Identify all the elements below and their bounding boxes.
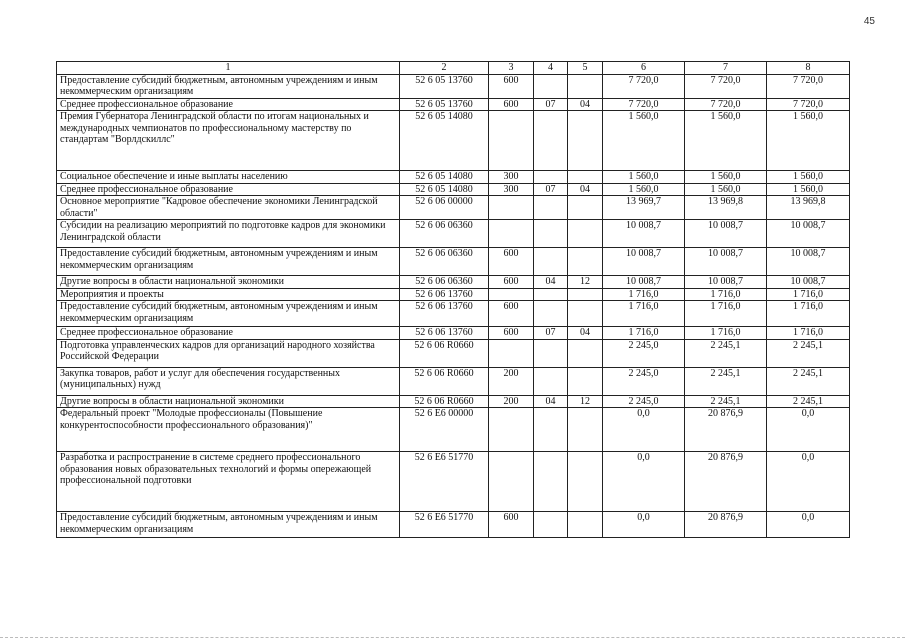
row-expense-type-cell: 200 [489,367,534,395]
row-name-cell: Предоставление субсидий бюджетным, автономным учреждениям и иным некоммерческим организациям [57,301,400,327]
row-amount-year3-cell: 2 245,1 [767,367,850,395]
row-amount-year1-cell: 1 716,0 [603,327,685,340]
row-amount-year1-cell: 2 245,0 [603,395,685,408]
row-amount-year1-cell: 1 716,0 [603,288,685,301]
row-amount-year1-cell: 1 560,0 [603,183,685,196]
row-amount-year1-cell: 0,0 [603,452,685,512]
row-subsection-cell [568,111,603,171]
header-row [57,62,850,75]
table-row [57,512,850,538]
row-section-cell: 07 [534,98,568,111]
row-section-cell [534,288,568,301]
row-name-cell: Закупка товаров, работ и услуг для обеспечения государственных (муниципальных) нужд [57,367,400,395]
row-target-code-cell: 52 6 Е6 51770 [400,512,489,538]
row-amount-year2-cell: 10 008,7 [685,248,767,276]
table-row [57,288,850,301]
table-row [57,196,850,220]
column-header: 1 [57,62,400,75]
row-amount-year2-cell: 2 245,1 [685,367,767,395]
row-subsection-cell [568,339,603,367]
row-name-cell: Среднее профессиональное образование [57,327,400,340]
row-target-code-cell: 52 6 06 00000 [400,196,489,220]
row-amount-year1-cell: 10 008,7 [603,276,685,289]
row-amount-year3-cell: 1 560,0 [767,171,850,184]
row-section-cell [534,74,568,98]
row-amount-year3-cell: 1 716,0 [767,288,850,301]
row-amount-year1-cell: 1 716,0 [603,301,685,327]
row-subsection-cell [568,171,603,184]
row-amount-year3-cell: 1 716,0 [767,301,850,327]
row-amount-year3-cell: 7 720,0 [767,74,850,98]
row-name-cell: Основное мероприятие "Кадровое обеспечение экономики Ленинградской области" [57,196,400,220]
row-expense-type-cell: 600 [489,512,534,538]
row-expense-type-cell: 600 [489,74,534,98]
row-section-cell [534,452,568,512]
table-row [57,111,850,171]
row-expense-type-cell [489,339,534,367]
row-subsection-cell [568,248,603,276]
row-target-code-cell: 52 6 05 14080 [400,111,489,171]
row-expense-type-cell: 300 [489,183,534,196]
row-subsection-cell [568,74,603,98]
row-section-cell [534,171,568,184]
row-section-cell [534,339,568,367]
row-name-cell: Премия Губернатора Ленинградской области по итогам национальных и международных чемпионатов по профессиональному мастерству по стандартам "Ворлдскиллс" [57,111,400,171]
row-section-cell [534,301,568,327]
row-amount-year2-cell: 1 716,0 [685,288,767,301]
column-header: 6 [603,62,685,75]
row-name-cell: Субсидии на реализацию мероприятий по подготовке кадров для экономики Ленинградской области [57,220,400,248]
row-amount-year2-cell: 1 716,0 [685,327,767,340]
row-section-cell: 04 [534,276,568,289]
table-row [57,171,850,184]
row-amount-year1-cell: 2 245,0 [603,367,685,395]
row-amount-year3-cell: 2 245,1 [767,395,850,408]
row-subsection-cell [568,220,603,248]
row-amount-year2-cell: 13 969,8 [685,196,767,220]
row-target-code-cell: 52 6 06 06360 [400,220,489,248]
row-name-cell: Федеральный проект "Молодые профессионалы (Повышение конкурентоспособности профессионального образования)" [57,408,400,452]
column-header: 5 [568,62,603,75]
row-target-code-cell: 52 6 06 13760 [400,301,489,327]
table-row [57,339,850,367]
row-amount-year2-cell: 7 720,0 [685,98,767,111]
row-amount-year2-cell: 7 720,0 [685,74,767,98]
row-section-cell [534,367,568,395]
row-name-cell: Другие вопросы в области национальной экономики [57,276,400,289]
row-target-code-cell: 52 6 06 13760 [400,327,489,340]
row-amount-year3-cell: 7 720,0 [767,98,850,111]
column-header: 8 [767,62,850,75]
row-section-cell: 07 [534,327,568,340]
row-name-cell: Предоставление субсидий бюджетным, автономным учреждениям и иным некоммерческим организациям [57,248,400,276]
row-amount-year2-cell: 2 245,1 [685,339,767,367]
row-name-cell: Предоставление субсидий бюджетным, автономным учреждениям и иным некоммерческим организациям [57,74,400,98]
row-amount-year1-cell: 10 008,7 [603,248,685,276]
row-amount-year1-cell: 2 245,0 [603,339,685,367]
row-expense-type-cell [489,111,534,171]
row-amount-year2-cell: 1 560,0 [685,183,767,196]
row-subsection-cell [568,512,603,538]
row-expense-type-cell [489,452,534,512]
row-subsection-cell: 04 [568,327,603,340]
row-name-cell: Среднее профессиональное образование [57,183,400,196]
column-header: 3 [489,62,534,75]
row-subsection-cell: 12 [568,276,603,289]
row-target-code-cell: 52 6 06 06360 [400,248,489,276]
row-target-code-cell: 52 6 Е6 00000 [400,408,489,452]
row-target-code-cell: 52 6 06 06360 [400,276,489,289]
table-row [57,301,850,327]
row-amount-year3-cell: 0,0 [767,408,850,452]
row-expense-type-cell: 200 [489,395,534,408]
table-row [57,327,850,340]
row-amount-year3-cell: 13 969,8 [767,196,850,220]
row-amount-year3-cell: 10 008,7 [767,220,850,248]
table-row [57,395,850,408]
table-row [57,98,850,111]
row-amount-year3-cell: 1 560,0 [767,111,850,171]
row-amount-year2-cell: 1 716,0 [685,301,767,327]
row-expense-type-cell: 600 [489,327,534,340]
row-subsection-cell [568,452,603,512]
budget-table [56,61,850,538]
row-amount-year1-cell: 1 560,0 [603,111,685,171]
row-section-cell [534,196,568,220]
row-subsection-cell [568,408,603,452]
row-amount-year3-cell: 0,0 [767,512,850,538]
row-expense-type-cell: 600 [489,248,534,276]
row-target-code-cell: 52 6 Е6 51770 [400,452,489,512]
row-amount-year2-cell: 1 560,0 [685,171,767,184]
table-row [57,248,850,276]
row-section-cell [534,111,568,171]
row-amount-year1-cell: 10 008,7 [603,220,685,248]
row-expense-type-cell: 600 [489,301,534,327]
page-number: 45 [863,16,875,27]
row-target-code-cell: 52 6 06 R0660 [400,339,489,367]
row-subsection-cell: 04 [568,98,603,111]
row-amount-year2-cell: 20 876,9 [685,452,767,512]
row-amount-year2-cell: 20 876,9 [685,512,767,538]
row-amount-year3-cell: 2 245,1 [767,339,850,367]
row-target-code-cell: 52 6 05 13760 [400,74,489,98]
row-name-cell: Предоставление субсидий бюджетным, автономным учреждениям и иным некоммерческим организациям [57,512,400,538]
row-section-cell [534,408,568,452]
column-header: 4 [534,62,568,75]
row-expense-type-cell [489,408,534,452]
row-section-cell: 04 [534,395,568,408]
row-name-cell: Мероприятия и проекты [57,288,400,301]
row-name-cell: Другие вопросы в области национальной экономики [57,395,400,408]
row-expense-type-cell: 600 [489,276,534,289]
row-subsection-cell [568,367,603,395]
row-amount-year1-cell: 13 969,7 [603,196,685,220]
row-amount-year3-cell: 10 008,7 [767,276,850,289]
table-row [57,408,850,452]
row-target-code-cell: 52 6 05 14080 [400,183,489,196]
table-row [57,452,850,512]
row-amount-year3-cell: 10 008,7 [767,248,850,276]
row-expense-type-cell [489,220,534,248]
row-amount-year2-cell: 10 008,7 [685,220,767,248]
row-expense-type-cell: 300 [489,171,534,184]
row-amount-year2-cell: 20 876,9 [685,408,767,452]
row-subsection-cell [568,288,603,301]
row-expense-type-cell: 600 [489,98,534,111]
row-section-cell: 07 [534,183,568,196]
row-expense-type-cell [489,196,534,220]
row-name-cell: Разработка и распространение в системе среднего профессионального образования новых образовательных технологий и формы опережающей профессиональной подготовки [57,452,400,512]
row-subsection-cell [568,301,603,327]
scan-artifact-line [0,635,905,638]
table-row [57,367,850,395]
row-target-code-cell: 52 6 06 R0660 [400,395,489,408]
row-target-code-cell: 52 6 06 R0660 [400,367,489,395]
row-amount-year1-cell: 7 720,0 [603,74,685,98]
row-name-cell: Подготовка управленческих кадров для организаций народного хозяйства Российской Федерации [57,339,400,367]
row-amount-year2-cell: 10 008,7 [685,276,767,289]
row-section-cell [534,512,568,538]
row-target-code-cell: 52 6 06 13760 [400,288,489,301]
row-amount-year1-cell: 0,0 [603,408,685,452]
row-target-code-cell: 52 6 05 13760 [400,98,489,111]
row-amount-year3-cell: 1 716,0 [767,327,850,340]
row-subsection-cell: 12 [568,395,603,408]
row-amount-year1-cell: 1 560,0 [603,171,685,184]
column-header: 2 [400,62,489,75]
column-header: 7 [685,62,767,75]
row-name-cell: Социальное обеспечение и иные выплаты населению [57,171,400,184]
table-row [57,276,850,289]
row-amount-year1-cell: 7 720,0 [603,98,685,111]
table-row [57,74,850,98]
row-name-cell: Среднее профессиональное образование [57,98,400,111]
table-row [57,183,850,196]
row-amount-year2-cell: 2 245,1 [685,395,767,408]
row-amount-year3-cell: 1 560,0 [767,183,850,196]
row-amount-year2-cell: 1 560,0 [685,111,767,171]
row-subsection-cell [568,196,603,220]
row-subsection-cell: 04 [568,183,603,196]
row-target-code-cell: 52 6 05 14080 [400,171,489,184]
row-section-cell [534,248,568,276]
row-section-cell [534,220,568,248]
row-expense-type-cell [489,288,534,301]
row-amount-year3-cell: 0,0 [767,452,850,512]
table-row [57,220,850,248]
row-amount-year1-cell: 0,0 [603,512,685,538]
